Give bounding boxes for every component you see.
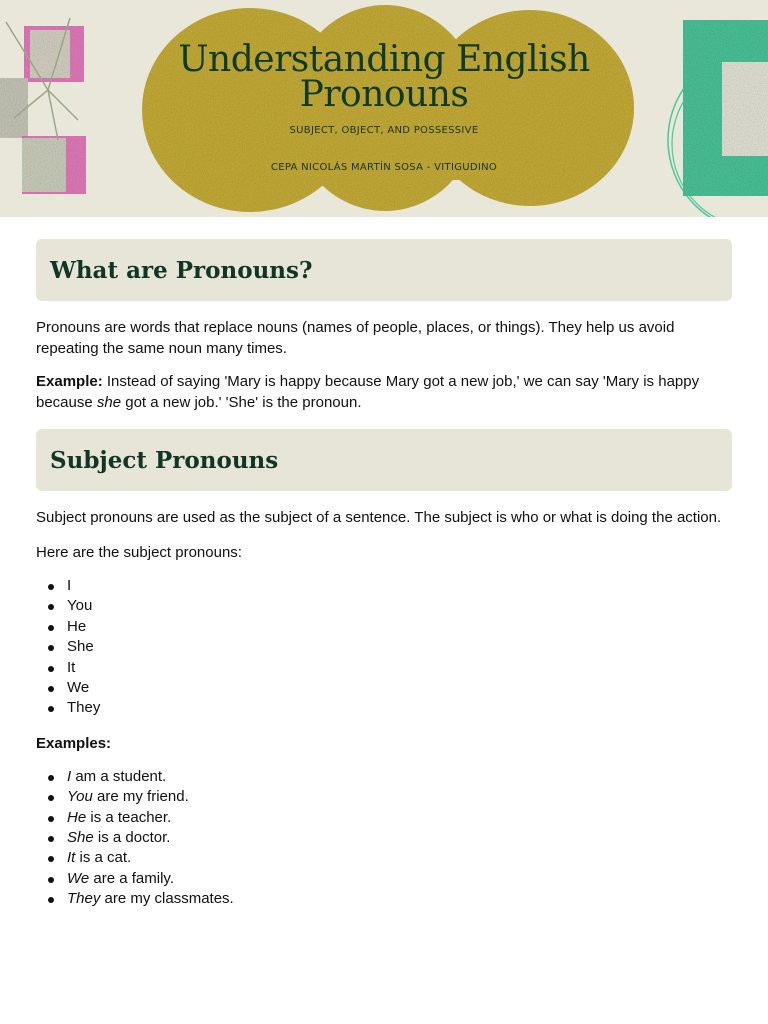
example-pronoun: She [67,829,94,847]
example-rest: are my friend. [92,788,189,806]
subject-paragraph: Subject pronouns are used as the subject of a sentence. The subject is who or what is doing the action. [36,509,722,526]
header-banner [0,0,768,217]
examples-label [36,733,732,754]
list-item [36,767,732,787]
intro-paragraph: Pronouns are words that replace nouns (names of people, places, or things). They help us avoid repeating the same noun many times. [36,319,675,357]
example-text-2: got a new job.' 'She' is the pronoun. [121,394,362,411]
example-rest: are my classmates. [100,890,234,908]
document-subtitle: SUBJECT, OBJECT, AND POSSESSIVE [289,125,479,136]
list-item [36,828,732,848]
right-decoration [668,20,768,217]
section-heading-box [36,239,732,301]
section-heading-subject-pronouns: Subject Pronouns [50,446,279,474]
main-content [36,239,732,910]
list-item [36,808,732,828]
example-pronoun: We [67,869,90,887]
list-item: We [36,678,732,698]
list-item: They [36,698,732,718]
example-italic: she [96,394,122,411]
section-heading-what-are-pronouns: What are Pronouns? [50,256,313,284]
example-rest: is a cat. [75,849,132,867]
example-rest: is a teacher. [86,808,172,826]
list-item [36,848,732,868]
document-title [140,39,628,115]
list-item: I [36,576,732,596]
example-paragraph [36,371,732,413]
example-text-1: Instead of saying 'Mary is happy because Mary got a new job,' we can say 'Mary is happy because [36,373,700,411]
list-item: He [36,617,732,637]
section-heading-box [36,429,732,491]
example-pronoun: It [67,849,76,867]
example-pronoun: They [67,890,101,908]
example-rest: am a student. [71,767,167,785]
example-pronoun: You [67,788,93,806]
list-item [36,869,732,889]
pronoun-list [36,576,732,719]
title-line-2: Pronouns [299,74,469,115]
list-item [36,889,732,909]
list-item: She [36,637,732,657]
examples-label-text: Examples: [36,734,112,752]
examples-list [36,767,732,910]
left-decoration [0,26,86,194]
list-item: You [36,596,732,616]
title-line-1: Understanding English [178,39,590,80]
example-pronoun: I [67,767,72,785]
list-item [36,787,732,807]
list-item: It [36,658,732,678]
subject-intro: Here are the subject pronouns: [36,544,242,561]
example-rest: are a family. [89,869,174,887]
school-name: CEPA NICOLÁS MARTÍN SOSA - VITIGUDINO [270,162,498,173]
example-label: Example: [36,373,103,390]
example-rest: is a doctor. [93,829,171,847]
example-pronoun: He [67,808,87,826]
